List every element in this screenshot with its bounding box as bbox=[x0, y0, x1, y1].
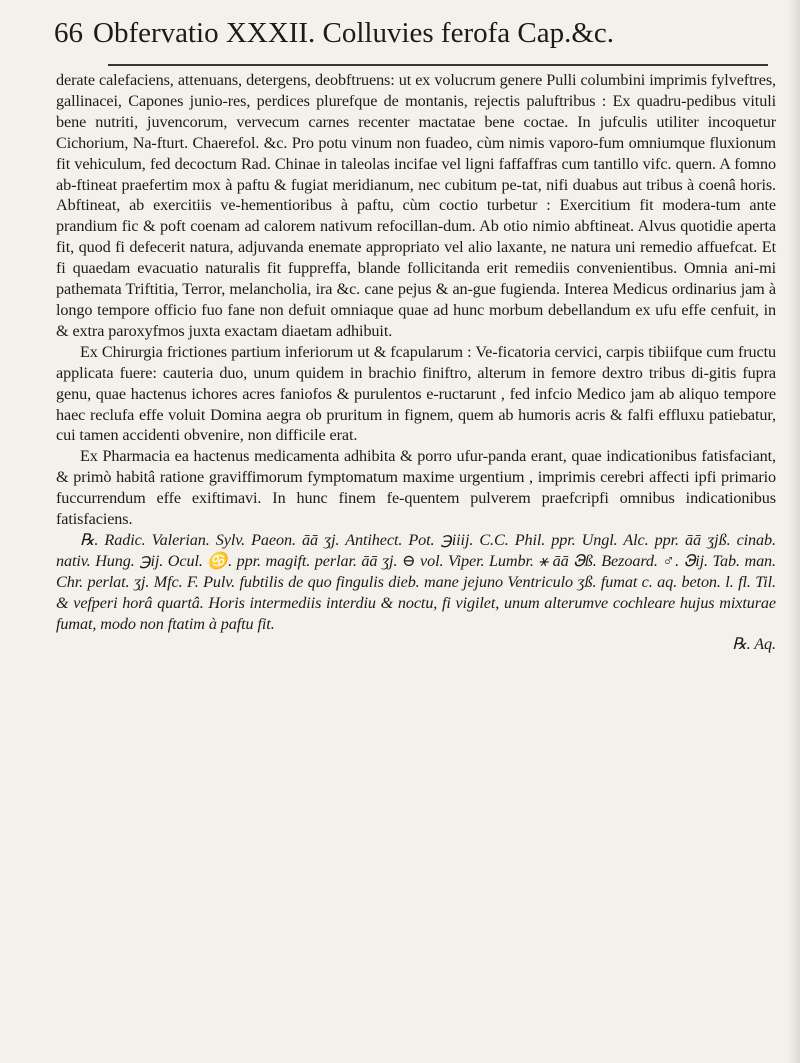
page-number: 66 bbox=[54, 17, 83, 49]
catchword: ℞. Aq. bbox=[732, 635, 776, 654]
page-spine-shadow bbox=[788, 0, 800, 1063]
paragraph-diet: derate calefaciens, attenuans, detergens, deobftruens: ut ex volucrum genere Pulli columbini imprimis fylveftres, gallinacei, Capones junio-res, perdices plurefque de montanis, rejectis paluftribus : Ex quadru-pedibus vituli bene nutriti, juvencorum, vervecum carnes recenter mactatae bene coctae. In jufculis utiliter incoquetur Cichorium, Na-fturt. Chaerefol. &c. Pro potu vinum non fuadeo, cùm nimis vaporo-fum omniumque fluxionum fit vehiculum, fed decoctum Rad. Chinae in taleolas incifae vel ligni faffaffras cum tantillo vifc. quern. A fomno ab-ftineat praefertim mox à paftu & fugiat meridianum, nec cubitum pe-tat, nifi duabus aut tribus à coenâ horis. Abftineat, ab exercitiis ve-hementioribus à paftu, cùm coctio turbetur : Exercitium fit modera-tum ante prandium fic & poft coenam ad calorem nativum refocillan-dum. Ab otio nimio abftineat. Alvus quotidie aperta fit, quod fi defecerit natura, adjuvanda enemate appropriato vel alio laxante, ne natura uni remedio affuefcat. Et fi quaedam evacuatio naturalis fit fuppreffa, blande follicitanda erit remediis convenientibus. Omnia ani-mi pathemata Triftitia, Terror, melancholia, ira &c. cane pejus & an-gue fugienda. Interea Medicus ordinarius jam à longo tempore officio fuo fane non defuit omniaque quae ad hunc morbum debellandum ex ufu effe cenfuit, in & extra paroxyfmos juxta exactam diaetam adhibuit. bbox=[56, 71, 776, 340]
paragraph-chirurgia: Ex Chirurgia frictiones partium inferiorum ut & fcapularum : Ve-ficatoria cervici, carpis tibiifque cum fructu applicata fuere: cauteria duo, unum quidem in brachio finiftro, alterum in femore dextro tribus di-gitis fupra genu, quae hactenus ichores acres faniofos & purulentos e-ructarunt , fed infcio Medico jam ab aliquo tempore haec reclufa effe voluit Domina aegra ob pruritum in fignem, quem ab humoris acris & falfi effluxu patiebatur, cui tamen accidenti obvenire, non difficile erat. bbox=[56, 342, 776, 445]
running-header bbox=[54, 8, 774, 58]
paragraph-pharmacia: Ex Pharmacia ea hactenus medicamenta adhibita & porro ufur-panda erant, quae indicationibus fatisfaciant, & primò habitâ ratione graviffimorum fymptomatum maxime urgentium , imprimis cerebri affecti ipfi primario fuccurrendum effe exiftimavi. In hunc finem fe-quentem pulverem praefcripfi omnibus indicationibus fatisfaciens. bbox=[56, 447, 776, 529]
running-title: Obfervatio XXXII. Colluvies ferofa Cap.&c. bbox=[93, 17, 615, 49]
header-rule bbox=[108, 64, 768, 66]
body-text bbox=[56, 70, 776, 655]
recipe-prescription: ℞. Radic. Valerian. Sylv. Paeon. āā ʒj. Antihect. Pot. ℈iiij. C.C. Phil. ppr. Ungl. Alc. ppr. āā ʒjß. cinab. nativ. Hung. ℈ij. Ocul. ♋. ppr. magift. perlar. āā ʒj. ⊖ vol. Viper. Lumbr. ⚹ āā ℈ß. Bezoard. ♂. ℈ij. Tab. man. Chr. perlat. ʒj. Mfc. F. Pulv. fubtilis de quo fingulis dieb. mane jejuno Ventriculo ʒß. fumat c. aq. beton. l. fl. Til. & vefperi horâ quartâ. Horis intermediis interdiu & noctu, fi vigilet, unum alterumve cochleare hujus mixturae fumat, modo non ftatim à paftu fit. bbox=[56, 530, 776, 633]
